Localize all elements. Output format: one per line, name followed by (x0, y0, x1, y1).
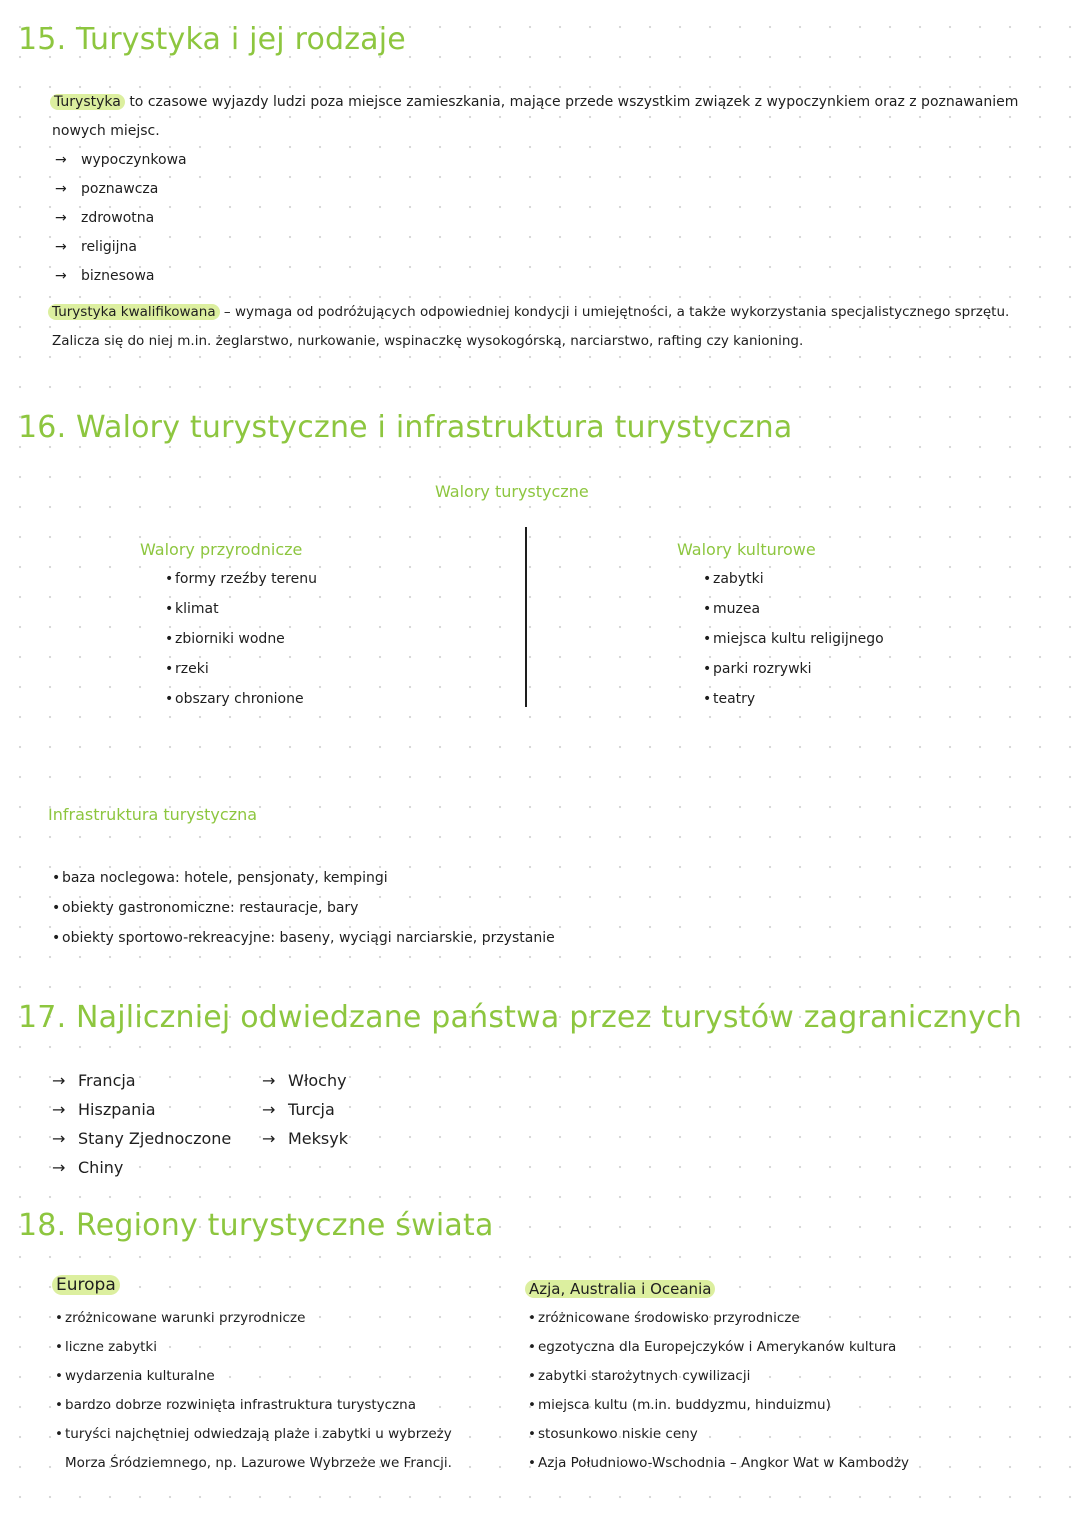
list-item: • wydarzenia kulturalne (55, 1362, 452, 1391)
list-item: • muzea (703, 594, 884, 624)
countries-list-1 (52, 1066, 231, 1182)
list-item: • zróżnicowane środowisko przyrodnicze (528, 1304, 909, 1333)
bullet-icon: • (55, 1368, 63, 1384)
list-item: • rzeki (165, 654, 317, 684)
bullet-icon: • (528, 1310, 536, 1326)
bullet-icon: • (165, 691, 174, 707)
list-item: → Meksyk (262, 1124, 348, 1153)
list-item: • stosunkowo niskie ceny (528, 1420, 909, 1449)
list-item: → Stany Zjednoczone (52, 1124, 231, 1153)
list-item: • baza noclegowa: hotele, pensjonaty, kempingi (52, 863, 555, 893)
list-item: • bardzo dobrze rozwinięta infrastruktura turystyczna (55, 1391, 452, 1420)
bullet-icon: • (528, 1455, 536, 1471)
bullet-icon: • (55, 1397, 63, 1413)
arrow-icon: → (262, 1071, 276, 1090)
asia-heading: Azja, Australia i Oceania (525, 1275, 715, 1304)
bullet-icon: • (55, 1426, 63, 1442)
arrow-icon: → (55, 210, 67, 226)
qualified-tourism-line (48, 298, 1009, 327)
list-item: Morza Śródziemnego, np. Lazurowe Wybrzeże we Francji. (65, 1455, 452, 1471)
arrow-icon: → (52, 1158, 66, 1177)
bullet-icon: • (165, 601, 174, 617)
bullet-icon: • (55, 1310, 63, 1326)
bullet-icon: • (52, 900, 61, 916)
cultural-attractions-list (703, 564, 884, 714)
section-16-title: 16. Walory turystyczne i infrastruktura turystyczna (18, 410, 793, 445)
list-item: → poznawcza (55, 175, 187, 204)
bullet-icon: • (703, 661, 712, 677)
natural-attractions-heading: Walory przyrodnicze (140, 540, 303, 559)
list-item: → Turcja (262, 1095, 348, 1124)
section-17-title: 17. Najliczniej odwiedzane państwa przez turystów zagranicznych (18, 1000, 1023, 1035)
infrastructure-heading: Infrastruktura turystyczna (48, 805, 258, 824)
definition-continuation: nowych miejsc. (52, 123, 160, 139)
list-item: • zbiorniki wodne (165, 624, 317, 654)
bullet-icon: • (528, 1339, 536, 1355)
term-highlight: Turystyka (50, 94, 125, 110)
bullet-icon: • (703, 571, 712, 587)
bullet-icon: • (165, 661, 174, 677)
section-15-title: 15. Turystyka i jej rodzaje (18, 22, 406, 57)
definition-text: to czasowe wyjazdy ludzi poza miejsce zamieszkania, mające przede wszystkim związek z wypoczynkiem oraz z poznawaniem (129, 94, 1019, 110)
list-item: • parki rozrywki (703, 654, 884, 684)
tourism-types-list (55, 146, 187, 291)
arrow-icon: → (52, 1071, 66, 1090)
list-item: • obiekty gastronomiczne: restauracje, bary (52, 893, 555, 923)
bullet-icon: • (528, 1368, 536, 1384)
list-item: • formy rzeźby terenu (165, 564, 317, 594)
infrastructure-list (52, 863, 555, 953)
list-item: → Chiny (52, 1153, 231, 1182)
bullet-icon: • (703, 631, 712, 647)
list-item: → zdrowotna (55, 204, 187, 233)
arrow-icon: → (52, 1129, 66, 1148)
list-item: • klimat (165, 594, 317, 624)
countries-list-2 (262, 1066, 348, 1153)
list-item: → wypoczynkowa (55, 146, 187, 175)
list-item: • liczne zabytki (55, 1333, 452, 1362)
list-item: • egzotyczna dla Europejczyków i Amerykanów kultura (528, 1333, 909, 1362)
list-item: • obszary chronione (165, 684, 317, 714)
bullet-icon: • (528, 1397, 536, 1413)
list-item: • turyści najchętniej odwiedzają plaże i zabytki u wybrzeży (55, 1420, 452, 1449)
bullet-icon: • (703, 601, 712, 617)
arrow-icon: → (55, 239, 67, 255)
arrow-icon: → (52, 1100, 66, 1119)
cultural-attractions-heading: Walory kulturowe (677, 540, 816, 559)
list-item: → Francja (52, 1066, 231, 1095)
europe-heading: Europa (52, 1271, 120, 1300)
list-item: • miejsca kultu (m.in. buddyzmu, hinduizmu) (528, 1391, 909, 1420)
column-divider (525, 527, 527, 707)
arrow-icon: → (55, 268, 67, 284)
list-item: • Azja Południowo-Wschodnia – Angkor Wat w Kambodży (528, 1449, 909, 1478)
arrow-icon: → (262, 1129, 276, 1148)
bullet-icon: • (703, 691, 712, 707)
list-item: • teatry (703, 684, 884, 714)
list-item: → religijna (55, 233, 187, 262)
arrow-icon: → (55, 181, 67, 197)
bullet-icon: • (165, 631, 174, 647)
list-item: → Włochy (262, 1066, 348, 1095)
list-item: • obiekty sportowo-rekreacyjne: baseny, wyciągi narciarskie, przystanie (52, 923, 555, 953)
bullet-icon: • (52, 930, 61, 946)
list-item: • zabytki starożytnych cywilizacji (528, 1362, 909, 1391)
list-item: • miejsca kultu religijnego (703, 624, 884, 654)
term-highlight: Turystyka kwalifikowana (48, 304, 220, 320)
attractions-heading: Walory turystyczne (435, 482, 589, 501)
list-item: → Hiszpania (52, 1095, 231, 1124)
arrow-icon: → (55, 152, 67, 168)
definition-line (50, 88, 1018, 117)
section-18-title: 18. Regiony turystyczne świata (18, 1208, 494, 1243)
bullet-icon: • (528, 1426, 536, 1442)
asia-list (528, 1304, 909, 1478)
europe-list (55, 1304, 452, 1478)
list-item: → biznesowa (55, 262, 187, 291)
bullet-icon: • (55, 1339, 63, 1355)
natural-attractions-list (165, 564, 317, 714)
bullet-icon: • (52, 870, 61, 886)
list-item: • zabytki (703, 564, 884, 594)
list-item: • zróżnicowane warunki przyrodnicze (55, 1304, 452, 1333)
arrow-icon: → (262, 1100, 276, 1119)
qualified-tourism-continuation: Zalicza się do niej m.in. żeglarstwo, nurkowanie, wspinaczkę wysokogórską, narciarstwo, rafting czy kanioning. (52, 333, 804, 349)
qualified-tourism-text: – wymaga od podróżujących odpowiedniej kondycji i umiejętności, a także wykorzystania specjalistycznego sprzętu. (219, 304, 1010, 320)
bullet-icon: • (165, 571, 174, 587)
